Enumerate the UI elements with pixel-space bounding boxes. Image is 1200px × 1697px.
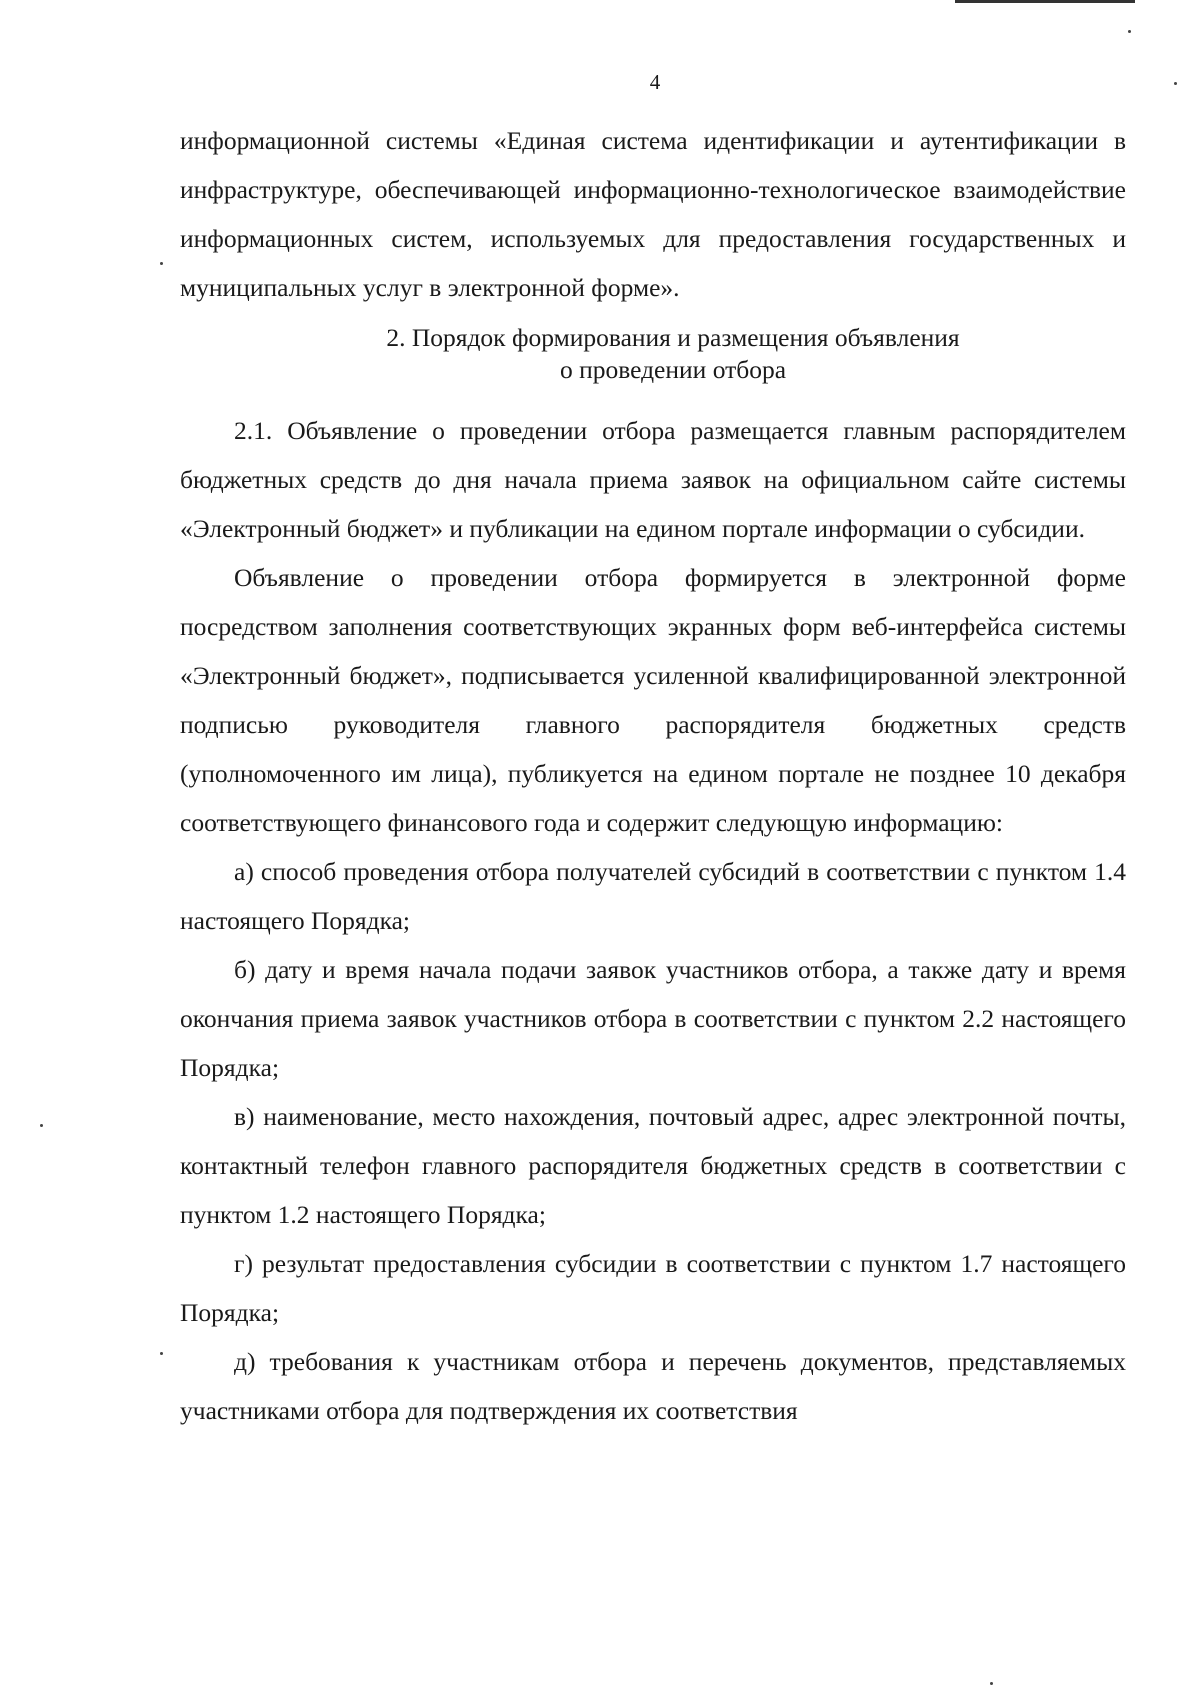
top-rule	[955, 0, 1135, 3]
scan-speck	[160, 1352, 163, 1355]
scan-speck	[160, 262, 163, 265]
list-item-a: а) способ проведения отбора получателей субсидий в соответствии с пунктом 1.4 настоящего Порядка;	[180, 857, 1126, 935]
list-item-b: б) дату и время начала подачи заявок участников отбора, а также дату и время окончания приема заявок участников отбора в соответствии с пунктом 2.2 настоящего Порядка;	[180, 955, 1126, 1082]
list-item-d: д) требования к участникам отбора и перечень документов, представляемых участниками отбора для подтверждения их соответствия	[180, 1347, 1126, 1425]
scan-speck	[990, 1682, 993, 1685]
scan-speck	[1128, 30, 1131, 33]
document-body	[180, 116, 1126, 1435]
section-heading-line2: о проведении отбора	[559, 355, 787, 384]
page-number: 4	[649, 70, 661, 94]
list-item-v: в) наименование, место нахождения, почтовый адрес, адрес электронной почты, контактный телефон главного распорядителя бюджетных средств в соответствии с пунктом 1.2 настоящего Порядка;	[180, 1102, 1126, 1229]
continuation-paragraph: информационной системы «Единая система идентификации и аутентификации в инфраструктуре, обеспечивающей информационно-технологическое взаимодействие информационных систем, используемых для предоставления государственных и муниципальных услуг в электронной форме».	[180, 126, 1126, 302]
list-item-g: г) результат предоставления субсидии в соответствии с пунктом 1.7 настоящего Порядка;	[180, 1249, 1126, 1327]
paragraph-2-1: 2.1. Объявление о проведении отбора размещается главным распорядителем бюджетных средств до дня начала приема заявок на официальном сайте системы «Электронный бюджет» и публикации на едином портале информации о субсидии.	[180, 416, 1126, 543]
scan-speck	[40, 1124, 43, 1127]
scan-speck	[1174, 82, 1177, 85]
section-heading	[180, 322, 1126, 386]
section-heading-line1: 2. Порядок формирования и размещения объявления	[386, 323, 960, 352]
paragraph-announcement: Объявление о проведении отбора формируется в электронной форме посредством заполнения соответствующих экранных форм веб-интерфейса системы «Электронный бюджет», подписывается усиленной квалифицированной электронной подписью руководителя главного распорядителя бюджетных средств (уполномоченного им лица), публикуется на едином портале не позднее 10 декабря соответствующего финансового года и содержит следующую информацию:	[180, 563, 1126, 837]
